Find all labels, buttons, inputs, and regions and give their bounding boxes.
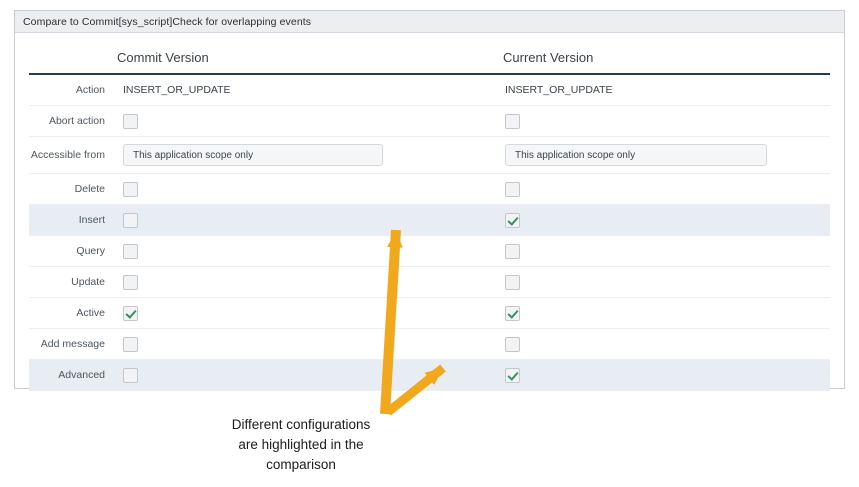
table-row <box>29 236 830 267</box>
row-label: Query <box>76 245 105 257</box>
cell-commit <box>115 368 497 383</box>
comparison-rows <box>15 75 844 391</box>
checkbox[interactable] <box>123 306 138 321</box>
cell-current <box>497 244 830 259</box>
cell-current <box>497 213 830 228</box>
checkbox[interactable] <box>123 368 138 383</box>
column-header-commit-version: Commit Version <box>117 50 209 65</box>
cell-value: INSERT_OR_UPDATE <box>123 84 231 96</box>
annotation-line-3: comparison <box>266 457 336 472</box>
table-row <box>29 174 830 205</box>
cell-current <box>497 182 830 197</box>
checkbox[interactable] <box>123 244 138 259</box>
table-row <box>29 329 830 360</box>
cell-commit <box>115 144 497 166</box>
annotation-line-1: Different configurations <box>231 417 371 432</box>
cell-commit <box>115 114 497 129</box>
row-label: Update <box>71 276 105 288</box>
checkbox[interactable] <box>505 275 520 290</box>
table-row <box>29 205 830 236</box>
table-row <box>29 298 830 329</box>
checkbox[interactable] <box>123 114 138 129</box>
table-row <box>29 137 830 174</box>
cell-current <box>497 337 830 352</box>
dialog-header <box>15 11 844 33</box>
compare-to-commit-dialog <box>14 10 845 389</box>
accessible-from-field[interactable]: This application scope only <box>123 144 383 166</box>
cell-current <box>497 84 830 96</box>
row-label: Add message <box>40 338 105 350</box>
cell-current <box>497 144 830 166</box>
table-row <box>29 106 830 137</box>
checkbox[interactable] <box>123 182 138 197</box>
row-label: Delete <box>74 183 105 195</box>
dialog-title: Compare to Commit[sys_script]Check for overlapping events <box>23 15 312 28</box>
row-label: Active <box>76 307 105 319</box>
checkbox[interactable] <box>505 337 520 352</box>
checkbox[interactable] <box>505 114 520 129</box>
cell-commit <box>115 275 497 290</box>
cell-commit <box>115 306 497 321</box>
cell-commit <box>115 213 497 228</box>
cell-commit <box>115 182 497 197</box>
table-row <box>29 75 830 106</box>
checkbox[interactable] <box>505 182 520 197</box>
cell-current <box>497 275 830 290</box>
annotation-line-2: are highlighted in the <box>238 437 364 452</box>
table-row <box>29 267 830 298</box>
cell-current <box>497 306 830 321</box>
cell-current <box>497 368 830 383</box>
annotation-text <box>186 415 416 475</box>
column-headers <box>15 33 844 73</box>
column-header-label <box>29 65 115 73</box>
checkbox[interactable] <box>505 213 520 228</box>
row-label: Advanced <box>58 369 105 381</box>
row-label: Abort action <box>48 115 105 127</box>
checkbox[interactable] <box>505 306 520 321</box>
checkbox[interactable] <box>505 244 520 259</box>
row-label: Insert <box>78 214 105 226</box>
accessible-from-field[interactable]: This application scope only <box>505 144 767 166</box>
cell-commit <box>115 337 497 352</box>
checkbox[interactable] <box>505 368 520 383</box>
checkbox[interactable] <box>123 337 138 352</box>
cell-value: INSERT_OR_UPDATE <box>505 84 613 96</box>
row-label: Action <box>75 84 105 96</box>
row-label: Accessible from <box>30 149 105 161</box>
checkbox[interactable] <box>123 213 138 228</box>
cell-current <box>497 114 830 129</box>
checkbox[interactable] <box>123 275 138 290</box>
cell-commit <box>115 84 497 96</box>
cell-commit <box>115 244 497 259</box>
table-row <box>29 360 830 391</box>
column-header-current-version: Current Version <box>503 50 594 65</box>
